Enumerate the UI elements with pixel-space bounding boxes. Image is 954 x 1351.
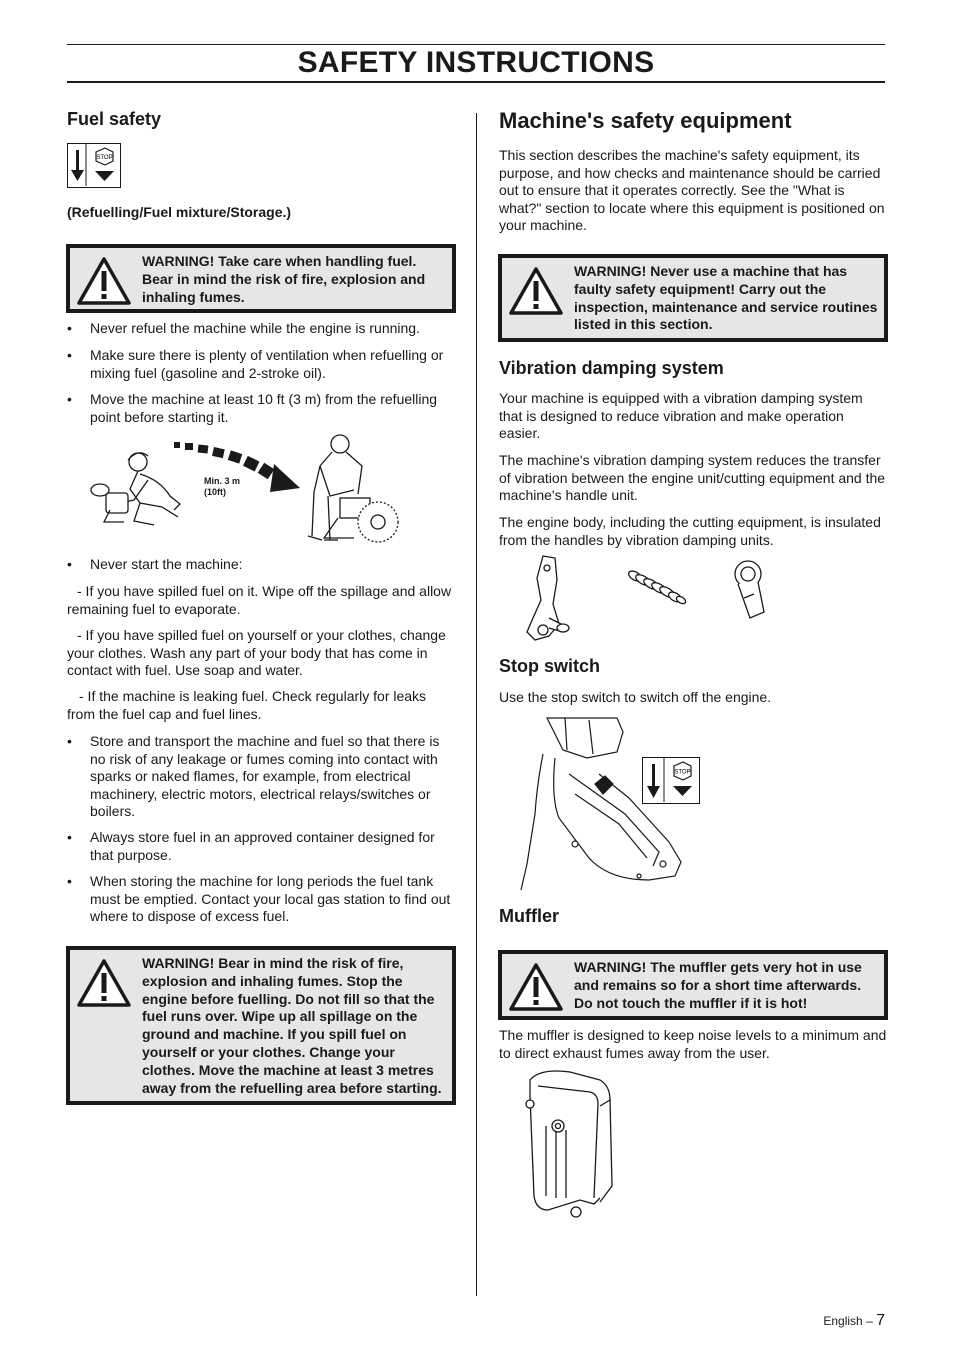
warning-box-fuelling bbox=[66, 946, 456, 1105]
footer-language: English bbox=[823, 1314, 863, 1328]
stop-symbol-icon bbox=[643, 758, 698, 802]
column-divider bbox=[476, 113, 477, 1296]
header-bottom-rule bbox=[67, 81, 885, 83]
stop-switch-heading: Stop switch bbox=[499, 656, 601, 676]
distance-label: Min. 3 m bbox=[204, 476, 241, 486]
page-title: SAFETY INSTRUCTIONS bbox=[297, 46, 655, 79]
muffler-heading: Muffler bbox=[499, 906, 559, 926]
header-top-rule bbox=[67, 44, 885, 45]
refuelling-distance-illustration bbox=[88, 430, 400, 548]
dash-paragraph: - If the machine is leaking fuel. Check regularly for leaks from the fuel cap and fuel lines. bbox=[67, 688, 427, 722]
warning-triangle-icon bbox=[508, 962, 564, 1012]
stop-switch-text: Use the stop switch to switch off the engine. bbox=[499, 689, 772, 705]
distance-label-ft: (10ft) bbox=[204, 487, 226, 497]
warning-text: WARNING! Take care when handling fuel. Bear in mind the risk of fire, explosion and inhaling fumes. bbox=[142, 253, 426, 305]
page-footer bbox=[823, 1312, 885, 1330]
safety-equipment-heading: Machine's safety equipment bbox=[499, 108, 792, 133]
svg-text:STOP: STOP bbox=[674, 769, 691, 776]
warning-box-safety-equipment bbox=[498, 254, 888, 342]
warning-triangle-icon bbox=[508, 266, 564, 316]
vibration-paragraph: The engine body, including the cutting equipment, is insulated from the handles by vibration damping units. bbox=[499, 514, 881, 548]
warning-triangle-icon bbox=[76, 958, 132, 1008]
warning-text: WARNING! Bear in mind the risk of fire, explosion and inhaling fumes. Stop the engine before fuelling. Do not fill so that the fuel runs over. Wipe up all spillage on the ground and machine. If you spill fuel on yourself or your clothes. Change your clothes. Move the machine at least 3 metres away from the refuelling area before starting. bbox=[142, 955, 442, 1096]
dash-paragraph: - If you have spilled fuel on it. Wipe off the spillage and allow remaining fuel to evaporate. bbox=[67, 583, 452, 617]
page-number: 7 bbox=[876, 1312, 885, 1329]
stop-engine-symbol bbox=[67, 143, 121, 188]
fuel-safety-heading: Fuel safety bbox=[67, 109, 162, 129]
stop-switch-symbol bbox=[642, 757, 700, 804]
muffler-text: The muffler is designed to keep noise levels to a minimum and to direct exhaust fumes away from the user. bbox=[499, 1027, 887, 1061]
warning-text: WARNING! The muffler gets very hot in use and remains so for a short time afterwards. Do not touch the muffler if it is hot! bbox=[574, 959, 862, 1011]
vibration-damping-units-illustration bbox=[515, 552, 785, 644]
svg-text:STOP: STOP bbox=[96, 155, 113, 161]
refuel-subheading: (Refuelling/Fuel mixture/Storage.) bbox=[67, 204, 292, 220]
stop-symbol-icon bbox=[68, 144, 119, 186]
warning-box-muffler bbox=[498, 950, 888, 1020]
footer-dash: – bbox=[866, 1314, 873, 1328]
equipment-intro: This section describes the machine's safety equipment, its purpose, and how checks and maintenance should be carried out to ensure that it operates correctly. See the "What is what?" section to locate where this equipment is positioned on your machine. bbox=[499, 147, 885, 233]
vibration-paragraph: Your machine is equipped with a vibration damping system that is designed to reduce vibration and make operation easier. bbox=[499, 390, 863, 441]
vibration-heading: Vibration damping system bbox=[499, 358, 724, 378]
warning-triangle-icon bbox=[76, 256, 132, 306]
dash-paragraph: - If you have spilled fuel on yourself or your clothes, change your clothes. Wash any part of your body that has come in contact with fuel. Use soap and water. bbox=[67, 627, 446, 678]
warning-text: WARNING! Never use a machine that has faulty safety equipment! Carry out the inspection, maintenance and service routines listed in this section. bbox=[574, 263, 878, 333]
vibration-paragraph: The machine's vibration damping system reduces the transfer of vibration between the engine unit/cutting equipment and the machine's handle unit. bbox=[499, 452, 886, 503]
muffler-illustration bbox=[516, 1066, 620, 1226]
warning-box-fuel-handling bbox=[66, 244, 456, 313]
